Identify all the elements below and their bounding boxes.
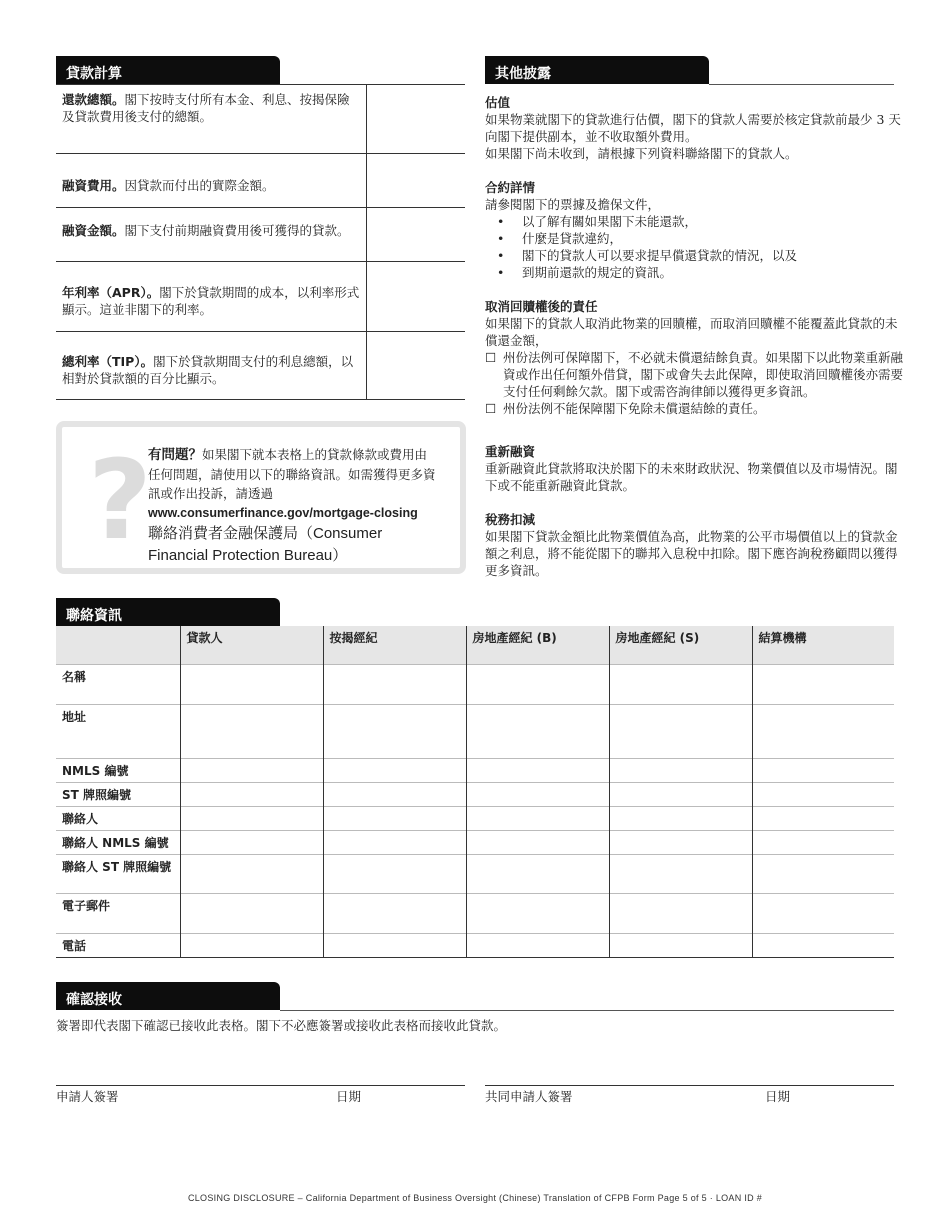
contact-cell[interactable] bbox=[180, 830, 323, 854]
confirm-receipt-text: 簽署即代表閣下確認已接收此表格。閣下不必應簽署或接收此表格而接收此貸款。 bbox=[56, 1018, 507, 1033]
table-row bbox=[56, 782, 894, 806]
contact-table bbox=[56, 626, 894, 958]
question-mark-icon: ? bbox=[88, 436, 152, 564]
table-row bbox=[56, 758, 894, 782]
calc-label bbox=[56, 85, 366, 153]
calc-term: 總利率（TIP）。 bbox=[62, 354, 154, 369]
contact-cell[interactable] bbox=[323, 704, 466, 758]
calc-row-total bbox=[56, 85, 465, 154]
liability-heading: 取消回贖權後的責任 bbox=[485, 299, 598, 314]
liability-intro: 如果閣下的貸款人取消此物業的回贖權，而取消回贖權不能覆蓋此貸款的未償還金額， bbox=[485, 316, 898, 348]
calc-label bbox=[56, 208, 366, 261]
calc-value-cell[interactable] bbox=[366, 85, 465, 153]
contact-cell[interactable] bbox=[609, 704, 752, 758]
row-label: 聯絡人 NMLS 編號 bbox=[56, 830, 180, 854]
cfpb-link[interactable]: www.consumerfinance.gov/mortgage-closing bbox=[148, 506, 418, 520]
liability-option-not-protected bbox=[485, 400, 905, 417]
liability-option-protected bbox=[485, 349, 905, 400]
refinance-text: 重新融資此貸款將取決於閣下的未來財政狀況、物業價值以及市場情況。閣下或不能重新融資此貸款。 bbox=[485, 461, 898, 493]
contact-cell[interactable] bbox=[180, 704, 323, 758]
table-row bbox=[56, 933, 894, 957]
contact-cell[interactable] bbox=[180, 758, 323, 782]
appraisal-text: 如果物業就閣下的貸款進行估價，閣下的貸款人需要於核定貸款前最少 3 天向閣下提供副本，並不收取額外費用。 bbox=[485, 112, 901, 144]
contact-cell[interactable] bbox=[752, 664, 894, 704]
contact-cell[interactable] bbox=[466, 893, 609, 933]
contact-cell[interactable] bbox=[323, 758, 466, 782]
contact-cell[interactable] bbox=[609, 893, 752, 933]
contact-cell[interactable] bbox=[180, 806, 323, 830]
questions-box bbox=[56, 421, 466, 574]
list-item: • 什麼是貸款違約， bbox=[497, 230, 905, 247]
contact-cell[interactable] bbox=[466, 854, 609, 893]
calc-desc: 閣下於貸款期間的成本，以利率形式顯示。這並非閣下的利率。 bbox=[62, 285, 360, 317]
checkbox[interactable]: ☐ bbox=[485, 401, 497, 416]
calc-value-cell[interactable] bbox=[366, 154, 465, 207]
column-header-lender: 貸款人 bbox=[180, 626, 323, 664]
contact-cell[interactable] bbox=[466, 933, 609, 957]
other-disclosures-rule bbox=[709, 84, 894, 85]
contact-cell[interactable] bbox=[752, 758, 894, 782]
questions-lead: 有問題？ bbox=[148, 447, 202, 463]
calc-desc: 因貸款而付出的實際金額。 bbox=[124, 178, 275, 193]
contact-cell[interactable] bbox=[609, 830, 752, 854]
contact-cell[interactable] bbox=[609, 758, 752, 782]
liability-section bbox=[485, 298, 905, 417]
calc-term: 年利率（APR）。 bbox=[62, 285, 160, 300]
contact-cell[interactable] bbox=[752, 806, 894, 830]
appraisal-heading: 估值 bbox=[485, 95, 511, 110]
coapplicant-date-label: 日期 bbox=[765, 1089, 791, 1104]
tax-section bbox=[485, 511, 905, 579]
calc-value-cell[interactable] bbox=[366, 262, 465, 331]
calc-row-finance-charge bbox=[56, 154, 465, 208]
contact-header-row bbox=[56, 626, 894, 664]
tax-heading: 稅務扣減 bbox=[485, 512, 536, 527]
refinance-heading: 重新融資 bbox=[485, 444, 536, 459]
calc-label bbox=[56, 262, 366, 331]
row-label: 電子郵件 bbox=[56, 893, 180, 933]
contact-cell[interactable] bbox=[323, 830, 466, 854]
cfpb-name: 聯絡消費者金融保護局（Consumer Financial Protection Bureau） bbox=[148, 525, 383, 564]
loan-calc-table bbox=[56, 84, 465, 400]
questions-body: 如果閣下就本表格上的貸款條款或費用由任何問題，請使用以下的聯絡資訊。如需獲得更多資訊或作出投訴，請透過 bbox=[148, 447, 436, 501]
contact-cell[interactable] bbox=[752, 854, 894, 893]
column-header-mortgage-broker: 按揭經紀 bbox=[323, 626, 466, 664]
checkbox[interactable]: ☐ bbox=[485, 350, 497, 365]
confirm-receipt-tab: 確認接收 bbox=[56, 982, 280, 1010]
contact-cell[interactable] bbox=[180, 782, 323, 806]
calc-row-amount-financed bbox=[56, 208, 465, 262]
contact-cell[interactable] bbox=[180, 854, 323, 893]
questions-text bbox=[148, 445, 438, 567]
row-label: 聯絡人 bbox=[56, 806, 180, 830]
contact-cell[interactable] bbox=[466, 704, 609, 758]
table-row bbox=[56, 806, 894, 830]
contact-cell[interactable] bbox=[466, 830, 609, 854]
contract-intro: 請參閱閣下的票據及擔保文件， bbox=[485, 197, 661, 212]
contact-cell[interactable] bbox=[752, 933, 894, 957]
coapplicant-signature-line[interactable] bbox=[485, 1085, 894, 1086]
contact-cell[interactable] bbox=[323, 893, 466, 933]
calc-row-tip bbox=[56, 332, 465, 400]
contact-cell[interactable] bbox=[323, 664, 466, 704]
other-disclosures bbox=[485, 94, 905, 596]
contract-list bbox=[485, 213, 905, 281]
table-row bbox=[56, 704, 894, 758]
table-row bbox=[56, 664, 894, 704]
contract-section bbox=[485, 179, 905, 281]
row-label: ST 牌照編號 bbox=[56, 782, 180, 806]
contact-cell[interactable] bbox=[466, 782, 609, 806]
refinance-section bbox=[485, 443, 905, 494]
calc-row-apr bbox=[56, 262, 465, 332]
contact-cell[interactable] bbox=[466, 664, 609, 704]
applicant-signature-line[interactable] bbox=[56, 1085, 465, 1086]
contact-cell[interactable] bbox=[609, 854, 752, 893]
calc-label bbox=[56, 154, 366, 207]
contact-cell[interactable] bbox=[323, 806, 466, 830]
column-header bbox=[56, 626, 180, 664]
coapplicant-signature-label: 共同申請人簽署 bbox=[485, 1089, 573, 1104]
contact-cell[interactable] bbox=[752, 782, 894, 806]
contact-cell[interactable] bbox=[466, 758, 609, 782]
table-row bbox=[56, 854, 894, 893]
row-label: 地址 bbox=[56, 704, 180, 758]
calc-term: 融資金額。 bbox=[62, 223, 125, 238]
list-item: • 閣下的貸款人可以要求提早償還貸款的情況，以及 bbox=[497, 247, 905, 264]
calc-label bbox=[56, 332, 366, 399]
page-footer: CLOSING DISCLOSURE – California Department of Business Oversight (Chinese) Translation of CFPB Form Page 5 of 5 · LOAN ID # bbox=[187, 1193, 763, 1203]
contact-cell[interactable] bbox=[323, 933, 466, 957]
contact-cell[interactable] bbox=[466, 806, 609, 830]
column-header-agent-b: 房地產經紀 (B) bbox=[466, 626, 609, 664]
contact-cell[interactable] bbox=[609, 933, 752, 957]
applicant-signature-label: 申請人簽署 bbox=[56, 1089, 119, 1104]
table-row bbox=[56, 830, 894, 854]
column-header-agent-s: 房地產經紀 (S) bbox=[609, 626, 752, 664]
calc-value-cell[interactable] bbox=[366, 208, 465, 261]
calc-value-cell[interactable] bbox=[366, 332, 465, 399]
calc-desc: 閣下支付前期融資費用後可獲得的貸款。 bbox=[124, 223, 350, 238]
calc-term: 融資費用。 bbox=[62, 178, 125, 193]
appraisal-section bbox=[485, 94, 905, 162]
contact-cell[interactable] bbox=[323, 782, 466, 806]
calc-term: 還款總額。 bbox=[62, 92, 125, 107]
contact-cell[interactable] bbox=[609, 806, 752, 830]
row-label: NMLS 編號 bbox=[56, 758, 180, 782]
contact-cell[interactable] bbox=[752, 830, 894, 854]
tax-text: 如果閣下貸款金額比此物業價值為高，此物業的公平市場價值以上的貸款金額之利息，將不能從閣下的聯邦入息稅中扣除。閣下應咨詢稅務顧問以獲得更多資訊。 bbox=[485, 529, 898, 578]
contact-cell[interactable] bbox=[752, 704, 894, 758]
contract-heading: 合約詳情 bbox=[485, 180, 536, 195]
contact-tab: 聯絡資訊 bbox=[56, 598, 280, 626]
applicant-date-label: 日期 bbox=[336, 1089, 362, 1104]
table-row bbox=[56, 893, 894, 933]
appraisal-contact-text: 如果閣下尚未收到，請根據下列資料聯絡閣下的貸款人。 bbox=[485, 146, 798, 161]
contact-cell[interactable] bbox=[180, 933, 323, 957]
loan-calc-tab: 貸款計算 bbox=[56, 56, 280, 84]
contact-cell[interactable] bbox=[609, 782, 752, 806]
option-text: 州份法例不能保障閣下免除未償還結餘的責任。 bbox=[503, 401, 766, 416]
contact-cell[interactable] bbox=[180, 893, 323, 933]
contact-cell[interactable] bbox=[323, 854, 466, 893]
confirm-receipt-rule bbox=[280, 1010, 894, 1011]
column-header-settlement: 結算機構 bbox=[752, 626, 894, 664]
contact-cell[interactable] bbox=[752, 893, 894, 933]
option-text: 州份法例可保障閣下，不必就未償還結餘負責。如果閣下以此物業重新融資或作出任何額外借貸，閣下或會失去此保障，即使取消回贖權後亦需要支付任何剩餘欠款。閣下或需咨詢律師以獲得更多資訊。 bbox=[503, 350, 904, 399]
calc-desc: 閣下按時支付所有本金、利息、按揭保險及貸款費用後支付的總額。 bbox=[62, 92, 350, 124]
list-item: • 到期前還款的規定的資訊。 bbox=[497, 264, 905, 281]
contact-cell[interactable] bbox=[609, 664, 752, 704]
row-label: 名稱 bbox=[56, 664, 180, 704]
row-label: 電話 bbox=[56, 933, 180, 957]
contact-cell[interactable] bbox=[180, 664, 323, 704]
row-label: 聯絡人 ST 牌照編號 bbox=[56, 854, 180, 893]
list-item: • 以了解有關如果閣下未能還款， bbox=[497, 213, 905, 230]
other-disclosures-tab: 其他披露 bbox=[485, 56, 709, 84]
calc-desc: 閣下於貸款期間支付的利息總額，以相對於貸款額的百分比顯示。 bbox=[62, 354, 354, 386]
